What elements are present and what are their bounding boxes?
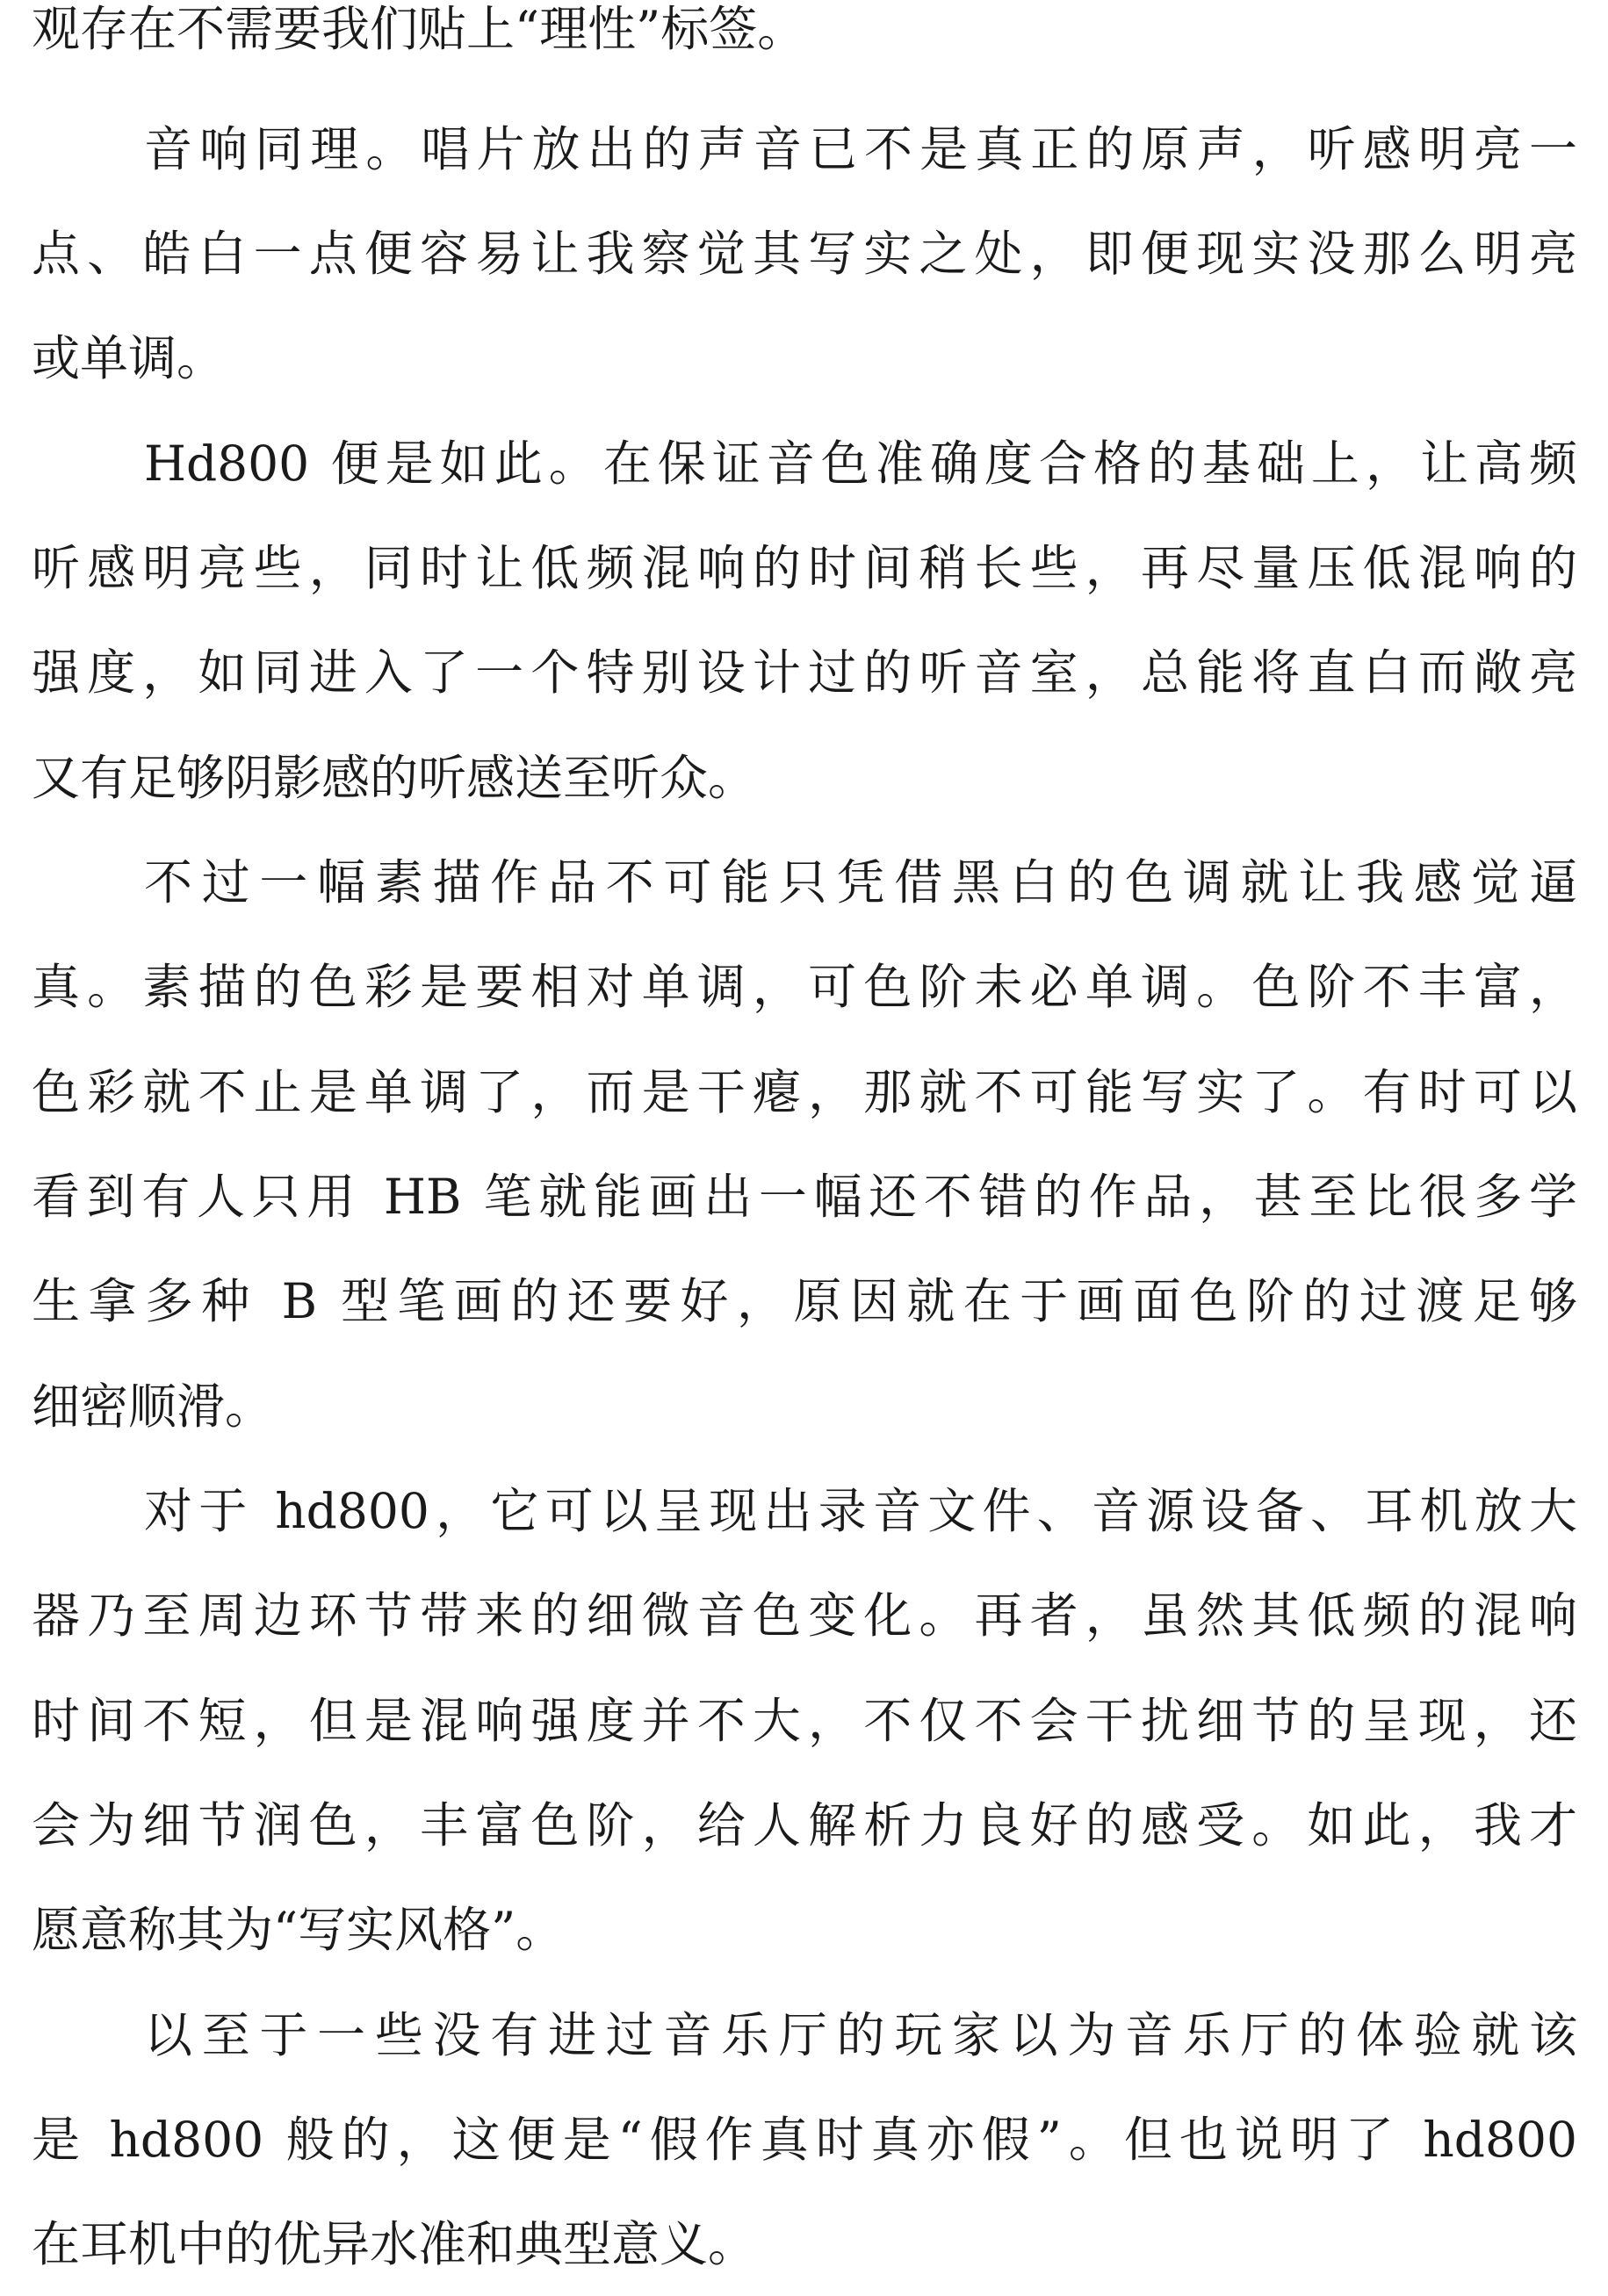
text-line: 又有足够阴影感的听感送至听众。 [32,750,757,806]
text-line: 愿意称其为“写实风格”。 [32,1902,565,1958]
text-line: 观存在不需要我们贴上“理性”标签。 [32,1,806,57]
text-line: 不过一幅素描作品不可能只凭借黑白的色调就让我感觉逼 [144,854,1577,910]
text-line: 强度，如同进入了一个特别设计过的听音室，总能将直白而敞亮 [32,644,1577,701]
text-line: 生拿多种 B 型笔画的还要好，原因就在于画面色阶的过渡足够 [32,1273,1577,1329]
text-line: 时间不短，但是混响强度并不大，不仅不会干扰细节的呈现，还 [32,1693,1577,1749]
text-line: 是 hd800 般的，这便是“假作真时真亦假”。但也说明了 hd800 [32,2112,1577,2168]
text-line: 对于 hd800，它可以呈现出录音文件、音源设备、耳机放大 [144,1483,1577,1539]
text-line: Hd800 便是如此。在保证音色准确度合格的基础上，让高频 [144,435,1577,492]
text-line: 细密顺滑。 [32,1378,274,1435]
text-line: 点、皓白一点便容易让我察觉其写实之处，即便现实没那么明亮 [32,226,1577,282]
text-line: 器乃至周边环节带来的细微音色变化。再者，虽然其低频的混响 [32,1587,1577,1644]
text-line: 真。素描的色彩是要相对单调，可色阶未必单调。色阶不丰富， [32,959,1577,1015]
text-line: 色彩就不止是单调了，而是干瘪，那就不可能写实了。有时可以 [32,1064,1577,1120]
text-line: 听感明亮些，同时让低频混响的时间稍长些，再尽量压低混响的 [32,540,1577,596]
text-line: 会为细节润色，丰富色阶，给人解析力良好的感受。如此，我才 [32,1797,1577,1853]
text-line: 音响同理。唱片放出的声音已不是真正的原声，听感明亮一 [144,121,1577,177]
text-line: 看到有人只用 HB 笔就能画出一幅还不错的作品，甚至比很多学 [32,1169,1577,1225]
text-line: 或单调。 [32,330,226,386]
text-line: 在耳机中的优异水准和典型意义。 [32,2216,757,2272]
text-line: 以至于一些没有进过音乐厅的玩家以为音乐厅的体验就该 [144,2007,1577,2063]
